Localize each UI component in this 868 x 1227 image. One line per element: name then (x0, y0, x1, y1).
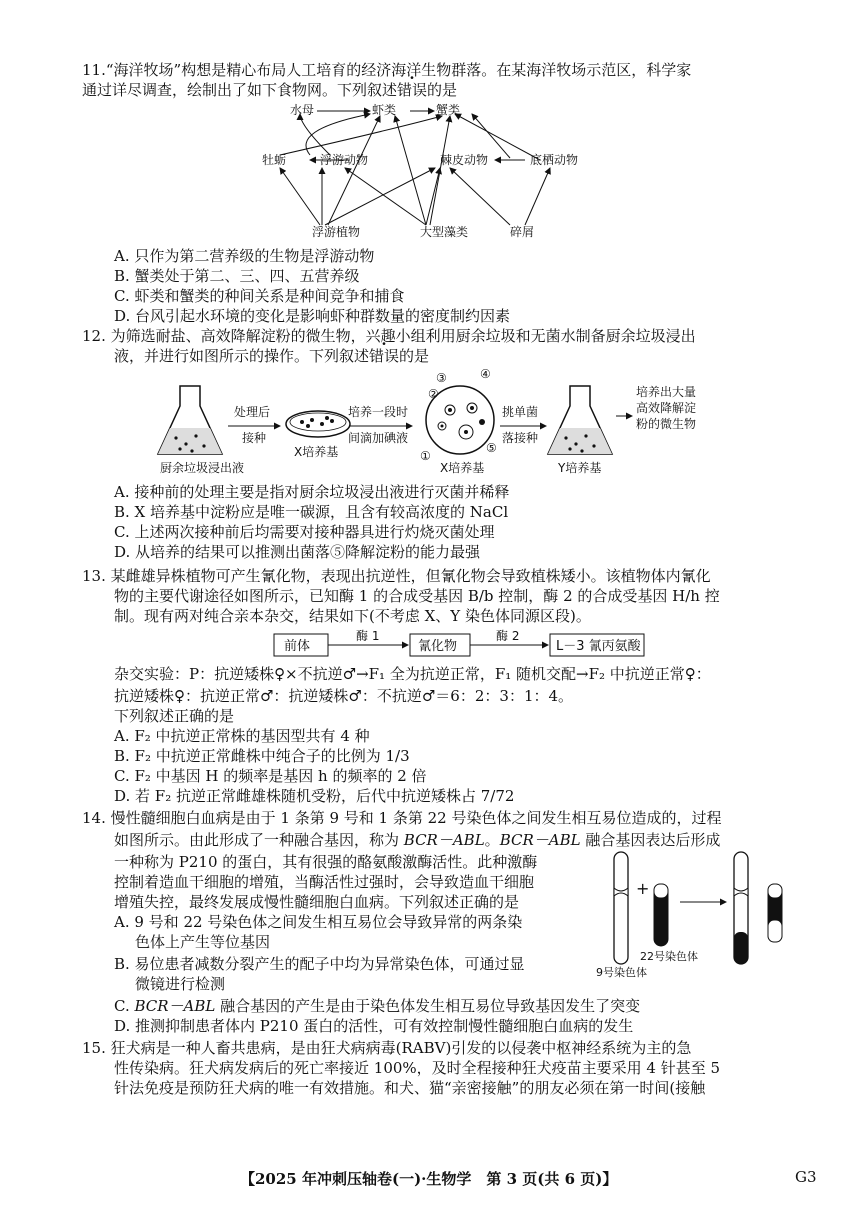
chr22-label: 22号染色体 (640, 950, 698, 963)
q12-option-b: B. X 培养基中淀粉应是唯一碳源，且含有较高浓度的 NaCl (114, 503, 509, 521)
q12-stem-end: 的是 (399, 347, 430, 365)
step2-top: 培养一段时 (348, 405, 409, 419)
q13-option-c: C. F₂ 中基因 H 的频率是基因 h 的频率的 2 倍 (114, 767, 427, 785)
q13-cross-line2: 抗逆矮株♀：抗逆正常♂：抗逆矮株♂：不抗逆♂＝6：2：3：1：4。 (114, 687, 574, 705)
q13-stem-line3: 制。现有两对纯合亲本杂交，结果如下(不考虑 X、Y 染色体同源区段)。 (114, 607, 591, 625)
q14-wrap-line3: 增殖失控，最终发展成慢性髓细胞白血病。下列叙述正确的是 (114, 893, 520, 911)
q12-emphasis: 错误 (369, 347, 400, 365)
plus-sign: + (636, 879, 650, 898)
node-echinoderm: 棘皮动物 (440, 153, 489, 167)
q12-stem-line2 (114, 346, 429, 366)
node-crab: 蟹类 (436, 103, 461, 117)
cyanide-label: 氰化物 (418, 639, 458, 654)
step3-top: 挑单菌 (502, 405, 539, 419)
chromosome-22 (654, 884, 668, 946)
node-shrimp: 虾类 (372, 103, 397, 117)
q14-stem-line1: 14. 慢性髓细胞白血病是由于 1 条第 9 号和 1 条第 22 号染色体之间发生相互易位造成的，过程 (82, 809, 722, 827)
q13-option-d: D. 若 F₂ 抗逆正常雌雄株随机受粉，后代中抗逆矮株占 7/72 (114, 787, 515, 805)
q14-option-a1: A. 9 号和 22 号染色体之间发生相互易位会导致异常的两条染 (114, 913, 523, 931)
product-label: L－3 氰丙氨酸 (556, 639, 641, 654)
q15-stem-line1: 15. 狂犬病是一种人畜共患病，是由狂犬病病毒(RABV)引发的以侵袭中枢神经系统为主的急 (82, 1039, 692, 1057)
chromosome-9 (614, 852, 628, 964)
gene-name: BCR－ABL (499, 831, 581, 849)
q12-stem-text: 液，并进行如图所示的操作。下列叙述 (114, 347, 370, 365)
step1-top: 处理后 (234, 405, 271, 419)
gene-name: BCR－ABL (134, 997, 216, 1015)
q14-line2-end: 融合基因表达后形成 (580, 831, 721, 849)
q11-stem-line1: 11.“海洋牧场”构想是精心布局人工培育的经济海洋生物群落。在某海洋牧场示范区，科学家 (82, 61, 692, 79)
chr9-label: 9号染色体 (596, 966, 647, 979)
node-benthic: 底栖动物 (530, 153, 579, 167)
q14-c-prefix: C. (114, 997, 135, 1015)
q13-stem-line2: 物的主要代谢途径如图所示，已知酶 1 的合成受基因 B/b 控制，酶 2 的合成受基因 H/h 控 (114, 587, 720, 605)
q12-option-a: A. 接种前的处理主要是指对厨余垃圾浸出液进行灭菌并稀释 (114, 483, 510, 501)
node-jellyfish: 水母 (290, 103, 315, 117)
q11-emphasis: 错误 (397, 81, 428, 99)
enzyme1-label: 酶 1 (356, 629, 380, 643)
q14-line2-text: 如图所示。由此形成了一种融合基因，称为 (114, 831, 404, 849)
q13-stem-line1: 13. 某雌雄异株植物可产生氰化物，表现出抗逆性，但氰化物会导致植株矮小。该植物体内氰化 (82, 567, 711, 585)
q11-stem-line2 (82, 80, 457, 100)
q13-cross-line1: 杂交实验：P：抗逆矮株♀×不抗逆♂→F₁ 全为抗逆正常，F₁ 随机交配→F₂ 中抗逆正常♀： (114, 665, 711, 683)
q14-line2-punct: 。 (484, 831, 500, 849)
result-line1: 培养出大量 (636, 385, 697, 399)
plate1-label: X培养基 (294, 445, 339, 459)
q11-option-b: B. 蟹类处于第二、三、四、五营养级 (114, 267, 360, 285)
q12-stem-line1: 12. 为筛选耐盐、高效降解淀粉的微生物，兴趣小组利用厨余垃圾和无菌水制备厨余垃圾浸出 (82, 327, 696, 345)
q14-wrap-line2: 控制着造血干细胞的增殖，当酶活性过强时，会导致造血干细胞 (114, 873, 535, 891)
paper-code: G3 (795, 1168, 817, 1186)
metabolic-pathway (270, 628, 650, 660)
colony-label-4: ④ (480, 367, 491, 381)
node-oyster: 牡蛎 (262, 153, 287, 167)
colony-label-1: ① (420, 449, 431, 463)
q14-c-text: 融合基因的产生是由于染色体发生相互易位导致基因发生了突变 (215, 997, 641, 1015)
translocation-diagram (588, 848, 798, 980)
node-detritus: 碎屑 (510, 225, 535, 239)
food-web-diagram (250, 100, 630, 242)
result-line2: 高效降解淀 (636, 401, 697, 415)
q14-option-a2: 色体上产生等位基因 (135, 933, 271, 951)
node-zooplankton: 浮游动物 (320, 153, 369, 167)
screening-diagram (150, 366, 750, 482)
derivative-chromosome-9 (734, 852, 748, 964)
step3-bottom: 落接种 (502, 431, 539, 445)
plate2-label: X培养基 (440, 461, 485, 475)
colony-label-2: ② (428, 387, 439, 401)
q14-option-c (114, 996, 640, 1016)
colony-label-5: ⑤ (486, 441, 497, 455)
gene-name: BCR－ABL (403, 831, 485, 849)
step1-bottom: 接种 (242, 431, 267, 445)
q14-stem-line2 (114, 830, 720, 850)
q11-stem-end: 的是 (427, 81, 458, 99)
flask-label: 厨余垃圾浸出液 (160, 461, 245, 475)
q15-stem-line3: 针法免疫是预防狂犬病的唯一有效措施。和犬、猫“亲密接触”的朋友必须在第一时间(接触 (114, 1079, 706, 1097)
q13-option-a: A. F₂ 中抗逆正常株的基因型共有 4 种 (114, 727, 370, 745)
q11-option-a: A. 只作为第二营养级的生物是浮游动物 (114, 247, 375, 265)
q11-option-d: D. 台风引起水环境的变化是影响虾种群数量的密度制约因素 (114, 307, 511, 325)
result-line3: 粉的微生物 (636, 417, 697, 431)
flask-kitchen-waste (158, 386, 222, 454)
node-macroalgae: 大型藻类 (420, 225, 469, 239)
plate-x-1 (286, 411, 350, 437)
philadelphia-chromosome (768, 884, 782, 942)
q15-stem-line2: 性传染病。狂犬病发病后的死亡率接近 100%，及时全程接种狂犬疫苗主要采用 4 针甚至 5 (114, 1059, 721, 1077)
flask2-label: Y培养基 (558, 461, 602, 475)
enzyme2-label: 酶 2 (496, 629, 520, 643)
colony-label-3: ③ (436, 371, 447, 385)
q14-option-b2: 微镜进行检测 (135, 975, 226, 993)
q11-stem-text: 通过详尽调查，绘制出了如下食物网。下列叙述 (82, 81, 398, 99)
q11-option-c: C. 虾类和蟹类的种间关系是种间竞争和捕食 (114, 287, 405, 305)
q13-option-b: B. F₂ 中抗逆正常雌株中纯合子的比例为 1/3 (114, 747, 410, 765)
precursor-label: 前体 (284, 639, 311, 654)
flask-y (548, 386, 612, 454)
q14-option-d: D. 推测抑制患者体内 P210 蛋白的活性，可有效控制慢性髓细胞白血病的发生 (114, 1017, 634, 1035)
step2-bottom: 间滴加碘液 (348, 431, 409, 445)
q12-option-d: D. 从培养的结果可以推测出菌落⑤降解淀粉的能力最强 (114, 543, 481, 561)
q12-option-c: C. 上述两次接种前后均需要对接种器具进行灼烧灭菌处理 (114, 523, 495, 541)
page-footer: 【2025 年冲刺压轴卷(一)·生物学 第 3 页(共 6 页)】 (240, 1170, 618, 1188)
q13-question: 下列叙述正确的是 (114, 707, 235, 725)
q14-option-b1: B. 易位患者减数分裂产生的配子中均为异常染色体，可通过显 (114, 955, 525, 973)
node-phytoplankton: 浮游植物 (312, 225, 361, 239)
q14-wrap-line1: 一种称为 P210 的蛋白，其有很强的酪氨酸激酶活性。此种激酶 (114, 853, 538, 871)
food-web-arrows (280, 111, 550, 225)
